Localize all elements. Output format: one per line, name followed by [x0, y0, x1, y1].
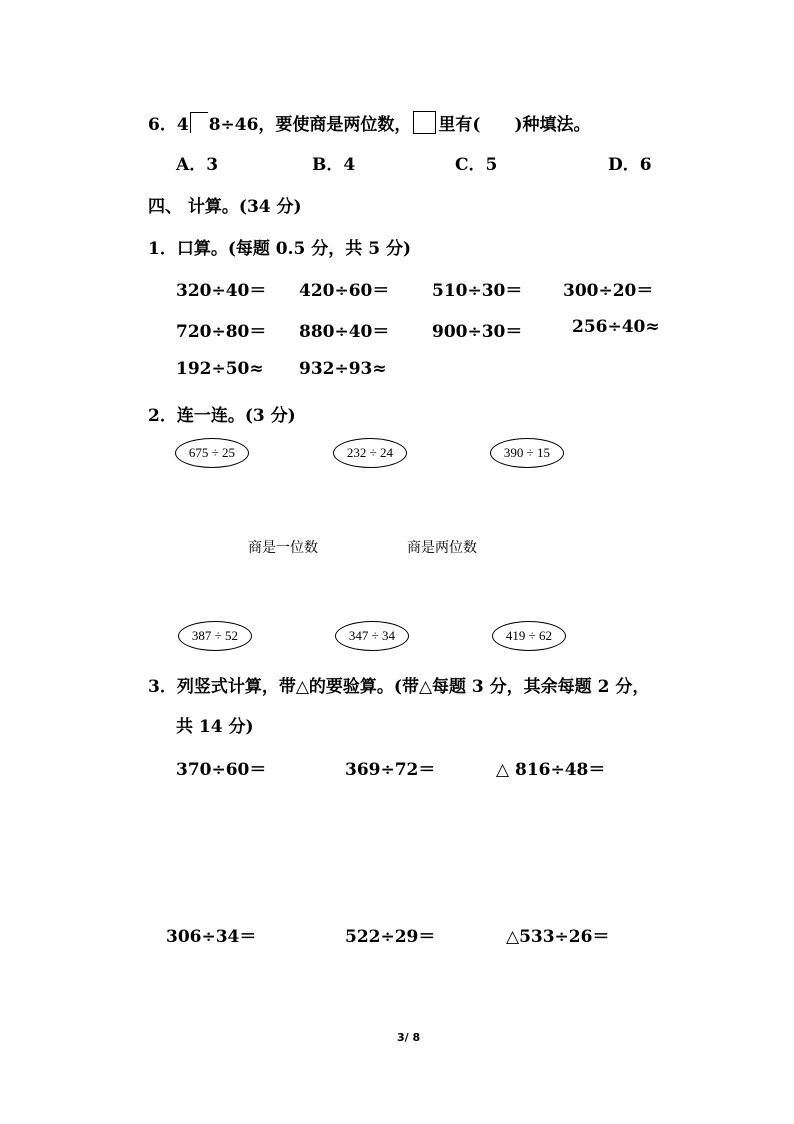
option-d[interactable]: D．6 [608, 155, 652, 175]
expression-oval[interactable]: 232 ÷ 24 [333, 438, 407, 468]
oral-problem: 192÷50≈ [176, 359, 264, 379]
option-a[interactable]: A．3 [176, 155, 219, 175]
vertical-problem: △ 816÷48＝ [496, 760, 606, 780]
question-6: 6．4 8÷46，要使商是两位数， 里有( )种填法。 [148, 110, 591, 135]
expression-oval[interactable]: 347 ÷ 34 [335, 621, 409, 651]
vertical-problem: 369÷72＝ [345, 760, 436, 780]
question-1-title: 1．口算。(每题 0.5 分，共 5 分) [148, 239, 411, 259]
expression-oval[interactable]: 390 ÷ 15 [490, 438, 564, 468]
blank-box-icon [413, 111, 436, 134]
oral-problem: 880÷40＝ [299, 322, 390, 342]
question-3-title: 3．列竖式计算，带△的要验算。(带△每题 3 分，其余每题 2 分， [148, 677, 650, 697]
category-label-two-digit[interactable]: 商是两位数 [407, 540, 477, 556]
option-c[interactable]: C．5 [455, 155, 498, 175]
category-label-one-digit[interactable]: 商是一位数 [248, 540, 318, 556]
oral-problem: 720÷80＝ [176, 322, 267, 342]
section-title: 四、 计算。(34 分) [148, 197, 302, 217]
vertical-problem: △533÷26＝ [506, 927, 610, 947]
vertical-problem: 522÷29＝ [345, 927, 436, 947]
expression-oval[interactable]: 419 ÷ 62 [492, 621, 566, 651]
option-b[interactable]: B．4 [312, 155, 356, 175]
blank-box-icon [190, 112, 208, 133]
expression-oval[interactable]: 387 ÷ 52 [178, 621, 252, 651]
oral-problem: 510÷30＝ [432, 281, 523, 301]
vertical-problem: 370÷60＝ [176, 760, 267, 780]
question-3-title-cont: 共 14 分) [176, 717, 254, 737]
question-2-title: 2．连一连。(3 分) [148, 406, 296, 426]
question-number: 6． [148, 115, 177, 135]
oral-problem: 300÷20＝ [563, 281, 654, 301]
oral-problem: 420÷60＝ [299, 281, 390, 301]
oral-problem: 256÷40≈ [572, 317, 660, 337]
page-number: 3/ 8 [397, 1031, 421, 1044]
oral-problem: 320÷40＝ [176, 281, 267, 301]
oral-problem: 932÷93≈ [299, 359, 387, 379]
oral-problem: 900÷30＝ [432, 322, 523, 342]
vertical-problem: 306÷34＝ [166, 927, 257, 947]
expression-oval[interactable]: 675 ÷ 25 [175, 438, 249, 468]
